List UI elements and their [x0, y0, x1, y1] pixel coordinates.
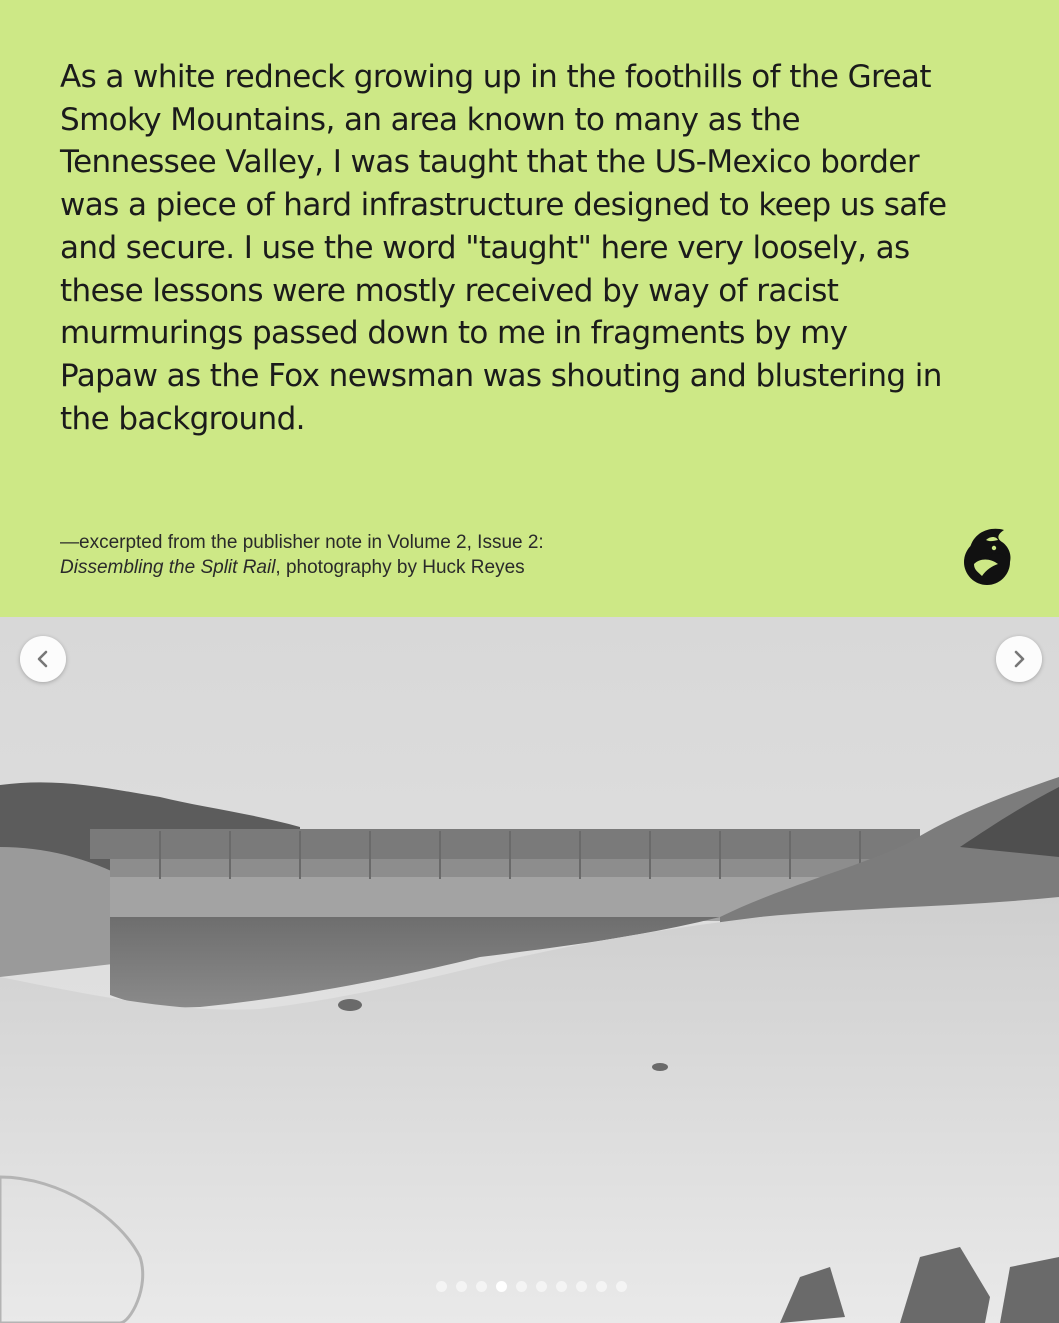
carousel-dot[interactable] [536, 1281, 547, 1292]
attribution [60, 530, 860, 580]
quote-line: As a white redneck growing up in the foothills of the Great [60, 59, 931, 95]
attribution-source: —excerpted from the publisher note in Volume 2, Issue 2: [60, 532, 544, 553]
quote-text [60, 56, 990, 440]
quote-line: and secure. I use the word "taught" here very loosely, as [60, 229, 910, 266]
attribution-credit [60, 555, 860, 580]
carousel-dot[interactable] [616, 1281, 627, 1292]
quote-line: Smoky Mountains, an area known to many as the [60, 101, 800, 138]
quote-line: murmurings passed down to me in fragments by my [60, 315, 848, 352]
quote-line: the background. [60, 400, 305, 437]
quote-line: these lessons were mostly received by way of racist [60, 272, 839, 309]
quote-panel [0, 0, 1059, 617]
carousel-dot[interactable] [476, 1281, 487, 1292]
carousel-dot[interactable] [596, 1281, 607, 1292]
photo-dam-landscape [0, 617, 1059, 1323]
carousel-next-button[interactable] [996, 636, 1042, 682]
photography-credit: , photography by Huck Reyes [275, 557, 525, 578]
carousel-dot[interactable] [456, 1281, 467, 1292]
quote-line: was a piece of hard infrastructure designed to keep us safe [60, 187, 947, 224]
fox-head-logo-icon [960, 524, 1016, 586]
issue-title: Dissembling the Split Rail [60, 557, 276, 578]
carousel-prev-button[interactable] [20, 636, 66, 682]
carousel-pagination [436, 1281, 627, 1292]
chevron-left-icon [33, 649, 53, 669]
carousel-dot[interactable] [436, 1281, 447, 1292]
quote-line: Papaw as the Fox newsman was shouting and blustering in [60, 357, 942, 394]
carousel-dot[interactable] [496, 1281, 507, 1292]
carousel-dot[interactable] [556, 1281, 567, 1292]
carousel-dot[interactable] [516, 1281, 527, 1292]
carousel-dot[interactable] [576, 1281, 587, 1292]
quote-line: Tennessee Valley, I was taught that the US-Mexico border [60, 144, 919, 181]
chevron-right-icon [1009, 649, 1029, 669]
